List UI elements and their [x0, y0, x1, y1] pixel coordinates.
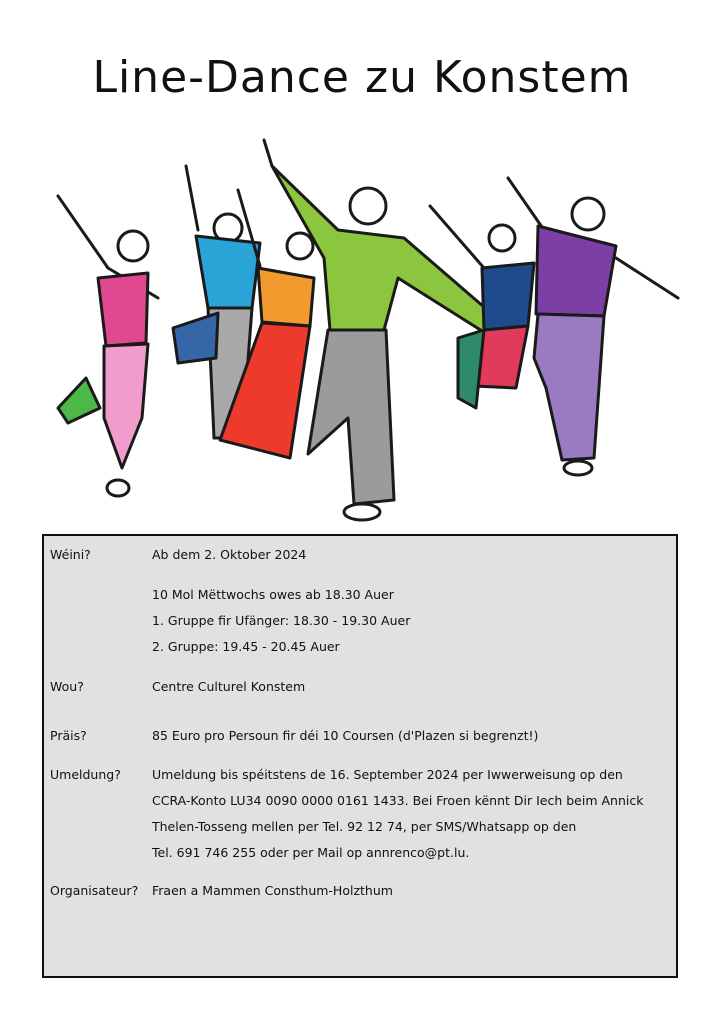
when-detail-line: 10 Mol Mëttwochs owes ab 18.30 Auer	[152, 587, 394, 602]
when-detail-line: 1. Gruppe fir Ufänger: 18.30 - 19.30 Auer	[152, 613, 411, 628]
registration-label: Umeldung?	[50, 767, 121, 782]
dancer-pink	[58, 196, 158, 496]
price-value: 85 Euro pro Persoun fir déi 10 Coursen (d'Plazen si begrenzt!)	[152, 728, 539, 743]
dancer-purple	[508, 178, 678, 475]
registration-line: Umeldung bis spéitstens de 16. September 2024 per Iwwerweisung op den	[152, 767, 623, 782]
price-label: Präis?	[50, 728, 87, 743]
line-dancers-illustration	[38, 118, 686, 528]
where-label: Wou?	[50, 679, 84, 694]
registration-line: Tel. 691 746 255 oder per Mail op annrenco@pt.lu.	[152, 845, 470, 860]
where-value: Centre Culturel Konstem	[152, 679, 306, 694]
registration-line: CCRA-Konto LU34 0090 0000 0161 1433. Bei Froen kënnt Dir Iech beim Annick	[152, 793, 644, 808]
registration-line: Thelen-Tosseng mellen per Tel. 92 12 74, per SMS/Whatsapp op den	[152, 819, 577, 834]
when-value: Ab dem 2. Oktober 2024	[152, 547, 307, 562]
info-box	[42, 534, 678, 978]
organizer-label: Organisateur?	[50, 883, 139, 898]
when-label: Wéini?	[50, 547, 91, 562]
organizer-value: Fraen a Mammen Consthum-Holzthum	[152, 883, 393, 898]
when-detail-line: 2. Gruppe: 19.45 - 20.45 Auer	[152, 639, 340, 654]
page-title: Line-Dance zu Konstem	[92, 52, 632, 103]
